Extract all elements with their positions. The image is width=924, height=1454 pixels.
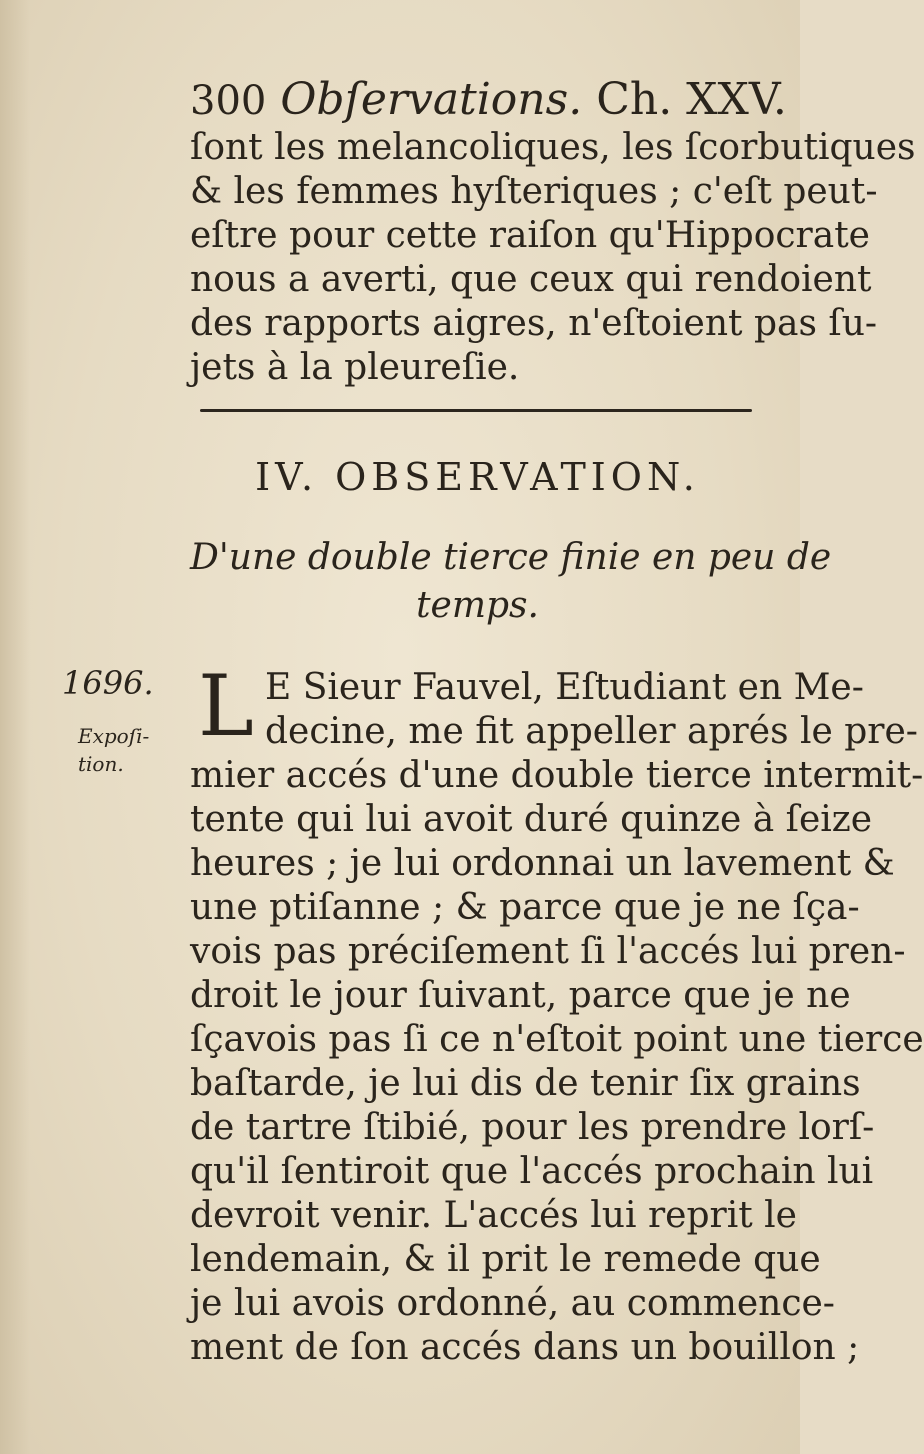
chapter-label: Ch. XXV. <box>596 74 787 125</box>
section-divider <box>200 409 752 412</box>
running-header <box>190 70 787 130</box>
page-number: 300 <box>190 78 267 124</box>
text-line: de tartre ſtibié, pour les prendre lorſ- <box>190 1107 875 1148</box>
text-line: nous a averti, que ceux qui rendoient <box>190 259 872 300</box>
running-title: Obſervations. <box>280 74 583 125</box>
margin-note: Expoſi- <box>78 724 150 748</box>
text-line: ſçavois pas ſi ce n'eſtoit point une tierce <box>190 1019 924 1060</box>
text-line: je lui avois ordonné, au commence- <box>190 1283 835 1324</box>
observation-subtitle: temps. <box>416 585 539 626</box>
observation-title: IV. OBSERVATION. <box>255 455 700 499</box>
text-line: qu'il ſentiroit que l'accés prochain lui <box>190 1151 874 1192</box>
text-line: devroit venir. L'accés lui reprit le <box>190 1195 797 1236</box>
page-fold-shadow <box>0 0 30 1454</box>
observation-subtitle: D'une double tierce finie en peu de <box>190 537 832 578</box>
drop-cap: L <box>198 657 254 755</box>
text-line: E Sieur Fauvel, Eſtudiant en Me- <box>265 667 864 708</box>
margin-year: 1696. <box>62 664 154 702</box>
text-line: une ptiſanne ; & parce que je ne ſça- <box>190 887 860 928</box>
text-line: ment de ſon accés dans un bouillon ; <box>190 1327 860 1368</box>
text-line: tente qui lui avoit duré quinze à ſeize <box>190 799 873 840</box>
text-line: jets à la pleureſie. <box>190 347 520 388</box>
text-line: ſont les melancoliques, les ſcorbutiques <box>190 127 916 168</box>
text-line: mier accés d'une double tierce intermit- <box>190 755 924 796</box>
text-line: & les femmes hyſteriques ; c'eſt peut- <box>190 171 878 212</box>
text-line: eſtre pour cette raiſon qu'Hippocrate <box>190 215 870 256</box>
text-line: droit le jour ſuivant, parce que je ne <box>190 975 851 1016</box>
text-line: des rapports aigres, n'eſtoient pas ſu- <box>190 303 878 344</box>
margin-note: tion. <box>78 752 124 776</box>
text-line: heures ; je lui ordonnai un lavement & <box>190 843 895 884</box>
text-line: vois pas préciſement ſi l'accés lui pren- <box>190 931 906 972</box>
text-line: lendemain, & il prit le remede que <box>190 1239 821 1280</box>
text-line: decine, me fit appeller aprés le pre- <box>265 711 918 752</box>
text-line: baſtarde, je lui dis de tenir ſix grains <box>190 1063 861 1104</box>
